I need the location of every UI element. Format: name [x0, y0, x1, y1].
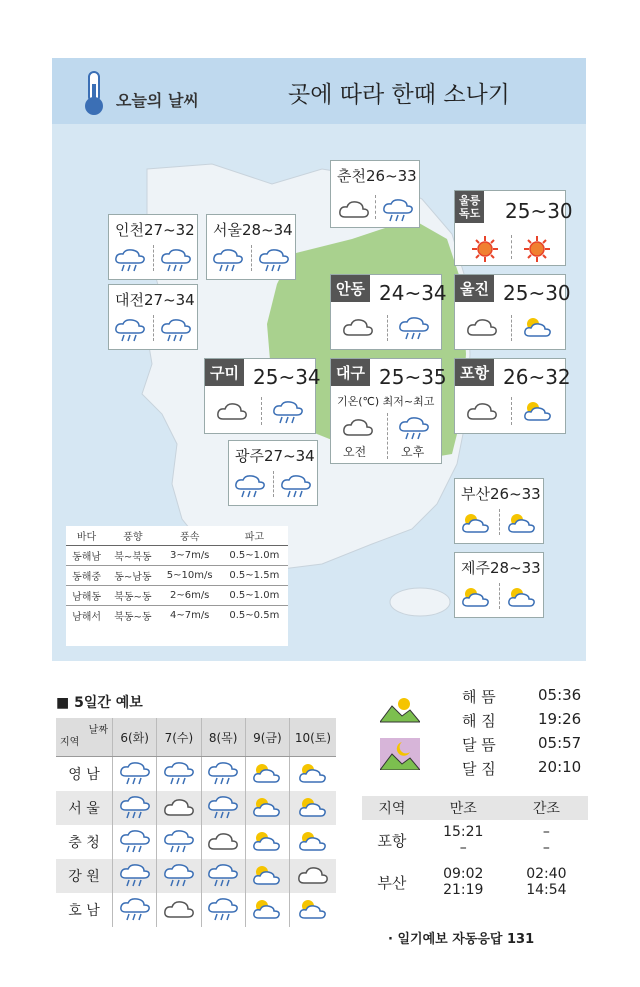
sun-icon: [523, 235, 551, 267]
rain-cloud-icon: [206, 877, 240, 891]
rain-cloud-icon: [271, 399, 305, 429]
day-header: 8(목): [201, 718, 245, 757]
sunrise-time: 05:36: [538, 686, 582, 704]
tide-low: [505, 860, 588, 904]
forecast-row: [56, 893, 336, 927]
city-temp: 25~34: [253, 365, 321, 389]
sea-cell: 남해동: [66, 586, 107, 606]
rain-cloud-icon: [206, 911, 240, 925]
sea-conditions-table: [66, 526, 288, 646]
tide-time: 21:19: [443, 882, 484, 898]
city-card-uljin: [454, 274, 571, 350]
city-name: 제주: [461, 559, 490, 577]
rain-cloud-icon: [118, 877, 152, 891]
corner-top-label: 날짜: [88, 725, 108, 736]
day-header: 7(수): [157, 718, 201, 757]
five-day-forecast-table: [56, 718, 336, 927]
forecast-row: [56, 859, 336, 893]
region-label: 서 울: [56, 791, 113, 825]
tide-row: [362, 820, 588, 860]
tide-low: [505, 820, 588, 860]
tide-row: [362, 860, 588, 904]
rain-cloud-icon: [397, 315, 431, 345]
forecast-row: [56, 757, 336, 792]
city-name: 인천: [115, 221, 144, 239]
table-row: [66, 566, 288, 586]
table-row: [66, 606, 288, 626]
tide-time: 15:21: [443, 824, 484, 840]
rain-cloud-icon: [113, 317, 147, 347]
city-temp: 25~30: [503, 281, 571, 305]
cloud-icon: [206, 842, 240, 856]
partly-cloudy-icon: [250, 808, 284, 822]
sea-header: 바다: [66, 526, 107, 546]
city-name: 대전: [115, 291, 144, 309]
sea-cell: 북동~동: [114, 612, 152, 623]
city-temp: 27~34: [143, 291, 195, 309]
moonset-time: 20:10: [538, 758, 582, 776]
sea-cell: 북동~동: [107, 586, 159, 606]
partly-cloudy-icon: [505, 511, 539, 539]
city-card-pohang: [454, 358, 571, 434]
rain-cloud-icon: [118, 911, 152, 925]
region-label: 충 청: [68, 835, 100, 851]
day-header: 6(화): [113, 718, 157, 757]
thermometer-icon: [80, 70, 108, 116]
sea-cell: 0.5~1.0m: [221, 546, 288, 566]
cloud-icon: [215, 399, 249, 427]
partly-cloudy-icon: [459, 585, 493, 613]
tide-time: 09:02: [443, 866, 484, 882]
rain-cloud-icon: [397, 415, 431, 445]
partly-cloudy-icon: [250, 876, 284, 890]
forecast-header-row: [56, 718, 336, 757]
cloud-icon: [162, 808, 196, 822]
city-temp: 27~32: [143, 221, 195, 239]
headline: 곳에 따라 한때 소나기: [288, 82, 510, 108]
city-temp: 26~33: [489, 485, 541, 503]
partly-cloudy-icon: [250, 910, 284, 924]
city-card-jeju: [454, 552, 544, 618]
tide-time: 14:54: [526, 882, 567, 898]
city-card-seoul: [206, 214, 296, 280]
sea-cell: 동해중: [66, 566, 107, 586]
cloud-icon: [162, 910, 196, 924]
sea-cell: 4~7m/s: [169, 610, 210, 621]
rain-cloud-icon: [206, 775, 240, 789]
city-card-gumi: [204, 358, 321, 434]
forecast-title: ■ 5일간 예보: [56, 695, 143, 711]
tide-region: 부산: [377, 873, 407, 892]
region-label: 강 원: [56, 859, 113, 893]
rain-cloud-icon: [233, 473, 267, 503]
moonset-label: 달 짐: [462, 760, 496, 778]
partly-cloudy-icon: [505, 585, 539, 613]
rain-cloud-icon: [118, 775, 152, 789]
city-card-daegu: [330, 358, 447, 464]
table-row: [66, 586, 288, 606]
sea-cell: 0.5~0.5m: [229, 610, 280, 621]
partly-cloudy-icon: [296, 808, 330, 822]
city-card-daejeon: [108, 284, 198, 350]
tide-header-row: [362, 796, 588, 820]
region-label: 영 남: [68, 767, 100, 783]
rain-cloud-icon: [206, 809, 240, 823]
forecast-row: [56, 825, 336, 859]
tide-high: [422, 820, 505, 860]
moonrise-time: 05:57: [538, 734, 582, 752]
auto-answer-line: · 일기예보 자동응답 131: [388, 932, 535, 947]
sunrise-icon: [380, 692, 420, 724]
partly-cloudy-icon: [296, 774, 330, 788]
table-row: [66, 546, 288, 566]
sunset-time: 19:26: [538, 710, 582, 728]
city-name: 춘천: [337, 167, 366, 185]
city-name: 구미: [205, 359, 244, 386]
city-name: 부산: [461, 485, 490, 503]
sea-cell: 3~7m/s: [159, 546, 221, 566]
cloud-icon: [337, 197, 371, 225]
partly-cloudy-icon: [521, 399, 555, 427]
sea-cell: 북~북동: [107, 546, 159, 566]
forecast-row: [56, 791, 336, 825]
cloud-icon: [341, 415, 375, 443]
city-temp: 28~34: [241, 221, 293, 239]
sea-cell: 5~10m/s: [159, 566, 221, 586]
tide-header: 간조: [505, 796, 588, 820]
today-weather-label: 오늘의 날씨: [116, 91, 199, 110]
sunrise-label: 해 뜸: [462, 688, 496, 706]
city-temp: 25~35: [379, 365, 447, 389]
cloud-icon: [341, 315, 375, 343]
day-header: 10(토): [290, 718, 337, 757]
tide-table: [362, 796, 588, 904]
tide-time: 02:40: [526, 866, 567, 882]
city-name: 광주: [235, 447, 264, 465]
city-temp: 27~34: [263, 447, 315, 465]
rain-cloud-icon: [118, 809, 152, 823]
city-temp: 26~32: [503, 365, 571, 389]
rain-cloud-icon: [159, 247, 193, 277]
rain-cloud-icon: [162, 877, 196, 891]
tide-time: –: [542, 840, 550, 856]
rain-cloud-icon: [257, 247, 291, 277]
sea-cell: 0.5~1.0m: [221, 586, 288, 606]
partly-cloudy-icon: [296, 842, 330, 856]
tide-time: –: [542, 824, 550, 840]
tide-header: 만조: [422, 796, 505, 820]
city-card-incheon: [108, 214, 198, 280]
sea-header: 파고: [221, 526, 288, 546]
rain-cloud-icon: [211, 247, 245, 277]
sea-cell: 2~6m/s: [159, 586, 221, 606]
city-card-busan: [454, 478, 544, 544]
tide-header: 지역: [362, 796, 422, 820]
sea-cell: 동~남동: [107, 566, 159, 586]
rain-cloud-icon: [162, 775, 196, 789]
weather-map: [52, 58, 586, 661]
tide-region: 포항: [377, 831, 407, 850]
city-temp: 26~33: [365, 167, 417, 185]
sea-cell: 동해남: [66, 546, 107, 566]
corner-cell: [56, 718, 113, 757]
tide-high: [422, 860, 505, 904]
legend-caption: 기온(℃) 최저~최고: [337, 395, 435, 408]
cloud-icon: [465, 315, 499, 343]
partly-cloudy-icon: [250, 842, 284, 856]
city-name: 대구: [331, 359, 370, 386]
cloud-icon: [465, 399, 499, 427]
partly-cloudy-icon: [296, 910, 330, 924]
partly-cloudy-icon: [459, 511, 493, 539]
city-temp: 28~33: [489, 559, 541, 577]
corner-bottom-label: 지역: [60, 737, 80, 748]
city-name: 울진: [455, 275, 494, 302]
rain-cloud-icon: [159, 317, 193, 347]
sun-icon: [471, 235, 499, 267]
rain-cloud-icon: [113, 247, 147, 277]
city-temp: 24~34: [379, 281, 447, 305]
sea-header: 풍향: [107, 526, 159, 546]
sunset-label: 해 짐: [462, 712, 496, 730]
tide-time: –: [459, 840, 467, 856]
pm-label: 오후: [401, 445, 425, 459]
sea-cell: 0.5~1.5m: [221, 566, 288, 586]
sun-moon-times: [366, 684, 596, 784]
city-name: 포항: [455, 359, 494, 386]
rain-cloud-icon: [279, 473, 313, 503]
city-card-ulleung: [454, 190, 573, 266]
city-name: 울릉 독도: [455, 191, 484, 223]
rain-cloud-icon: [381, 197, 415, 227]
city-name: 서울: [213, 221, 242, 239]
sea-cell: 남해서: [72, 612, 102, 623]
am-label: 오전: [343, 445, 367, 459]
rain-cloud-icon: [118, 843, 152, 857]
city-name: 안동: [331, 275, 370, 302]
city-card-andong: [330, 274, 447, 350]
sea-header: 풍속: [159, 526, 221, 546]
city-card-chuncheon: [330, 160, 420, 228]
rain-cloud-icon: [162, 843, 196, 857]
partly-cloudy-icon: [521, 315, 555, 343]
moonrise-label: 달 뜸: [462, 736, 496, 754]
city-temp: 25~30: [505, 199, 573, 223]
partly-cloudy-icon: [250, 774, 284, 788]
region-label: 호 남: [68, 903, 100, 919]
cloud-icon: [296, 876, 330, 890]
moon-icon: [380, 738, 420, 770]
day-header: 9(금): [245, 718, 289, 757]
city-card-gwangju: [228, 440, 318, 506]
